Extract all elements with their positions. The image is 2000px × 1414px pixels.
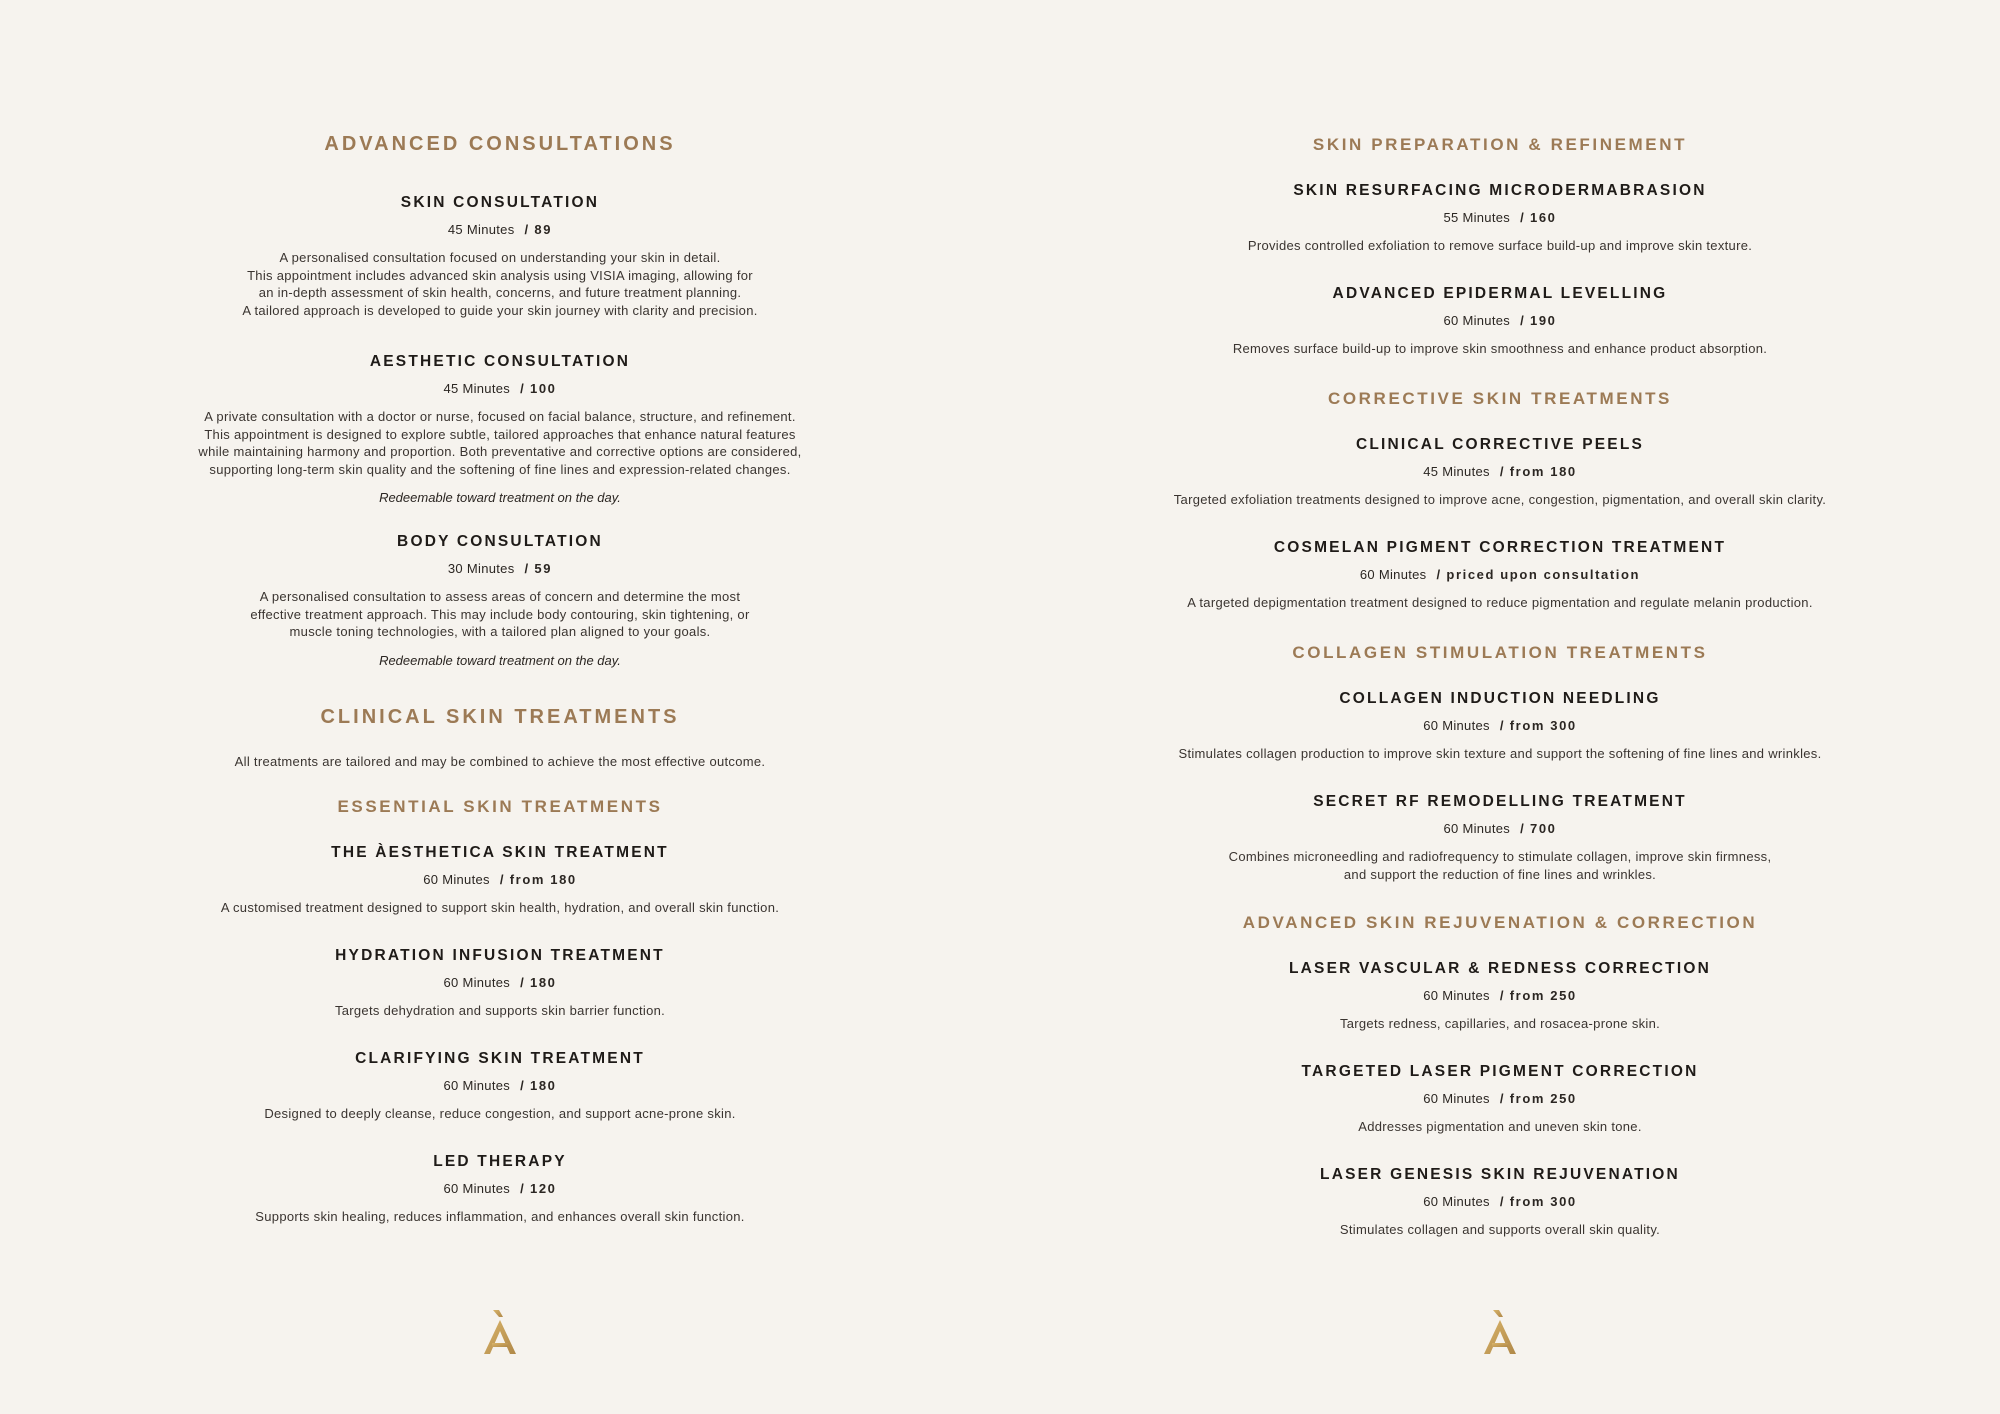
treatment-price: 120 — [530, 1181, 557, 1196]
treatment-meta — [1000, 718, 2000, 733]
treatment-description — [1000, 1015, 2000, 1033]
treatment-title: AESTHETIC CONSULTATION — [369, 353, 631, 370]
treatment-meta — [0, 381, 1000, 396]
treatment-duration: 45 Minutes — [1423, 464, 1490, 479]
treatment-price: 180 — [530, 1078, 557, 1093]
description-line: A private consultation with a doctor or nurse, focused on facial balance, structure, and refinement. — [204, 409, 796, 424]
treatment-title: BODY CONSULTATION — [397, 533, 603, 550]
description-line: Targeted exfoliation treatments designed to improve acne, congestion, pigmentation, and overall skin clarity. — [1173, 492, 1827, 507]
description-line: while maintaining harmony and proportion. Both preventative and corrective options are considered, — [198, 444, 802, 459]
description-line: Targets dehydration and supports skin barrier function. — [334, 1003, 666, 1018]
price-separator: / — [1520, 821, 1524, 836]
treatment-corrective-peels — [1000, 436, 2000, 509]
treatment-meta — [1000, 210, 2000, 225]
treatment-title: COSMELAN PIGMENT CORRECTION TREATMENT — [1273, 539, 1727, 556]
treatment-laser-genesis — [1000, 1166, 2000, 1239]
treatment-title: LASER GENESIS SKIN REJUVENATION — [1320, 1166, 1680, 1183]
brand-logo-mark — [480, 1310, 520, 1356]
description-line: Addresses pigmentation and uneven skin tone. — [1358, 1119, 1642, 1134]
treatment-duration: 55 Minutes — [1443, 210, 1511, 225]
treatment-clarifying-skin — [0, 1050, 1000, 1123]
treatment-meta — [1000, 567, 2000, 582]
treatment-meta — [0, 1078, 1000, 1093]
treatment-aesthetica-skin — [0, 844, 1000, 917]
treatment-microdermabrasion — [1000, 182, 2000, 255]
treatment-duration: 60 Minutes — [1423, 1194, 1490, 1209]
treatment-meta — [1000, 464, 2000, 479]
treatment-hydration-infusion — [0, 947, 1000, 1020]
treatment-title: LASER VASCULAR & REDNESS CORRECTION — [1288, 960, 1712, 977]
brand-logo-left — [0, 1310, 1000, 1361]
treatment-duration: 45 Minutes — [443, 381, 511, 396]
treatment-price: priced upon consultation — [1446, 567, 1641, 582]
treatment-title: COLLAGEN INDUCTION NEEDLING — [1339, 690, 1661, 707]
treatment-price: 59 — [534, 561, 553, 576]
clinical-intro: All treatments are tailored and may be combined to achieve the most effective outcome. — [234, 754, 766, 769]
price-separator: / — [520, 1181, 524, 1196]
price-separator: / — [1520, 210, 1524, 225]
treatment-secret-rf — [1000, 793, 2000, 883]
treatment-title: ADVANCED EPIDERMAL LEVELLING — [1332, 285, 1668, 302]
price-separator: / — [1499, 464, 1504, 479]
description-line: A tailored approach is developed to guide your skin journey with clarity and precision. — [242, 302, 758, 318]
treatment-description — [0, 899, 1000, 917]
description-line: an in-depth assessment of skin health, concerns, and future treatment planning. — [258, 285, 742, 300]
treatment-duration: 60 Minutes — [1423, 1091, 1490, 1106]
treatment-note: Redeemable toward treatment on the day. — [379, 652, 621, 668]
treatment-duration: 60 Minutes — [1423, 988, 1490, 1003]
treatment-price: 89 — [534, 222, 553, 237]
treatment-meta — [0, 561, 1000, 576]
treatment-laser-vascular — [1000, 960, 2000, 1033]
description-line: Removes surface build-up to improve skin smoothness and enhance product absorption. — [1232, 341, 1768, 356]
treatment-duration: 60 Minutes — [1359, 567, 1427, 582]
treatment-meta — [1000, 1194, 2000, 1209]
treatment-price: 700 — [1530, 821, 1557, 836]
treatment-description — [1000, 1118, 2000, 1136]
treatment-duration: 60 Minutes — [1443, 821, 1511, 836]
treatment-meta — [0, 872, 1000, 887]
price-separator: / — [1436, 567, 1441, 582]
section-heading-advanced-rejuvenation: ADVANCED SKIN REJUVENATION & CORRECTION — [1242, 913, 1758, 932]
treatment-price: 190 — [1530, 313, 1557, 328]
price-separator: / — [520, 975, 524, 990]
section-heading-essential-skin-treatments: ESSENTIAL SKIN TREATMENTS — [337, 797, 663, 816]
treatment-meta — [1000, 1091, 2000, 1106]
price-separator: / — [1520, 313, 1524, 328]
treatment-skin-consultation — [0, 194, 1000, 319]
treatment-description — [0, 249, 1000, 319]
treatment-title: TARGETED LASER PIGMENT CORRECTION — [1301, 1063, 1699, 1080]
treatment-description — [1000, 237, 2000, 255]
treatment-duration: 60 Minutes — [443, 1078, 511, 1093]
treatment-duration: 60 Minutes — [1423, 718, 1490, 733]
treatment-description — [0, 1002, 1000, 1020]
treatment-cosmelan — [1000, 539, 2000, 612]
treatment-note: Redeemable toward treatment on the day. — [379, 490, 621, 505]
section-heading-corrective-skin: CORRECTIVE SKIN TREATMENTS — [1327, 389, 1673, 408]
treatment-meta — [1000, 313, 2000, 328]
treatment-title: CLARIFYING SKIN TREATMENT — [355, 1050, 645, 1067]
treatment-title: THE ÀESTHETICA SKIN TREATMENT — [331, 844, 669, 861]
description-line: A personalised consultation focused on understanding your skin in detail. — [279, 250, 721, 265]
description-line: effective treatment approach. This may include body contouring, skin tightening, or — [250, 606, 750, 622]
treatment-collagen-needling — [1000, 690, 2000, 763]
treatment-epidermal-levelling — [1000, 285, 2000, 358]
treatment-description — [1000, 745, 2000, 763]
treatment-title: LED THERAPY — [433, 1153, 567, 1170]
treatment-description — [1000, 594, 2000, 612]
description-line: Provides controlled exfoliation to remove surface build-up and improve skin texture. — [1247, 238, 1753, 253]
treatment-price: from 180 — [509, 872, 577, 887]
treatment-description — [0, 588, 1000, 641]
treatment-title: SKIN RESURFACING MICRODERMABRASION — [1293, 182, 1707, 199]
section-heading-advanced-consultations: ADVANCED CONSULTATIONS — [324, 133, 676, 155]
treatment-price: from 300 — [1509, 1194, 1577, 1209]
price-separator: / — [1499, 1194, 1504, 1209]
treatment-duration: 60 Minutes — [443, 975, 511, 990]
price-separator: / — [524, 222, 529, 237]
treatment-aesthetic-consultation — [0, 353, 1000, 505]
description-line: A personalised consultation to assess areas of concern and determine the most — [259, 589, 741, 604]
treatment-meta — [0, 975, 1000, 990]
description-line: muscle toning technologies, with a tailored plan aligned to your goals. — [289, 624, 711, 639]
treatment-duration: 60 Minutes — [1443, 313, 1511, 328]
treatment-led-therapy — [0, 1153, 1000, 1226]
treatment-price: from 250 — [1509, 1091, 1577, 1106]
brand-logo-right — [1000, 1310, 2000, 1361]
treatment-price: from 180 — [1509, 464, 1577, 479]
description-line: Targets redness, capillaries, and rosacea-prone skin. — [1339, 1016, 1661, 1031]
treatment-title: SECRET RF REMODELLING TREATMENT — [1313, 793, 1687, 810]
treatment-description — [1000, 848, 2000, 883]
treatment-meta — [1000, 988, 2000, 1003]
description-line: Stimulates collagen and supports overall skin quality. — [1339, 1222, 1661, 1237]
treatment-title: SKIN CONSULTATION — [400, 194, 600, 211]
price-separator: / — [499, 872, 504, 887]
price-separator: / — [520, 381, 524, 396]
treatment-price: 100 — [530, 381, 557, 396]
treatment-description — [1000, 491, 2000, 509]
brand-logo-mark — [1480, 1310, 1520, 1356]
price-separator: / — [1499, 1091, 1504, 1106]
right-page — [1000, 0, 2000, 1414]
description-line: A targeted depigmentation treatment designed to reduce pigmentation and regulate melanin production. — [1187, 595, 1813, 610]
description-line: Supports skin healing, reduces inflammation, and enhances overall skin function. — [255, 1209, 745, 1224]
treatment-price: from 250 — [1509, 988, 1577, 1003]
treatment-duration: 60 Minutes — [443, 1181, 511, 1196]
price-separator: / — [520, 1078, 524, 1093]
treatment-description — [1000, 1221, 2000, 1239]
description-line: supporting long-term skin quality and the softening of fine lines and expression-related changes. — [209, 461, 791, 477]
section-heading-collagen-stimulation: COLLAGEN STIMULATION TREATMENTS — [1292, 643, 1708, 662]
treatment-duration: 30 Minutes — [447, 561, 515, 576]
description-line: This appointment includes advanced skin analysis using VISIA imaging, allowing for — [247, 267, 753, 283]
price-separator: / — [1499, 988, 1504, 1003]
treatment-title: HYDRATION INFUSION TREATMENT — [335, 947, 665, 964]
treatment-description — [0, 408, 1000, 478]
price-separator: / — [1499, 718, 1504, 733]
treatment-description — [0, 1208, 1000, 1226]
description-line: This appointment is designed to explore subtle, tailored approaches that enhance natural features — [204, 426, 796, 442]
treatment-meta — [0, 1181, 1000, 1196]
treatment-body-consultation — [0, 533, 1000, 668]
description-line: A customised treatment designed to support skin health, hydration, and overall skin function. — [220, 900, 780, 915]
treatment-meta — [1000, 821, 2000, 836]
treatment-description — [0, 1105, 1000, 1123]
section-heading-skin-preparation: SKIN PREPARATION & REFINEMENT — [1312, 135, 1688, 154]
treatment-description — [1000, 340, 2000, 358]
treatment-duration: 45 Minutes — [447, 222, 515, 237]
description-line: Stimulates collagen production to improve skin texture and support the softening of fine lines and wrinkles. — [1178, 746, 1822, 761]
treatment-duration: 60 Minutes — [423, 872, 490, 887]
description-line: Combines microneedling and radiofrequency to stimulate collagen, improve skin firmness, — [1228, 849, 1772, 864]
treatment-title: CLINICAL CORRECTIVE PEELS — [1355, 436, 1645, 453]
treatment-laser-pigment — [1000, 1063, 2000, 1136]
description-line: Designed to deeply cleanse, reduce congestion, and support acne-prone skin. — [264, 1106, 736, 1121]
description-line: and support the reduction of fine lines and wrinkles. — [1343, 866, 1657, 882]
section-heading-clinical-skin-treatments: CLINICAL SKIN TREATMENTS — [320, 706, 680, 728]
price-separator: / — [524, 561, 529, 576]
treatment-price: 180 — [530, 975, 557, 990]
treatment-meta — [0, 222, 1000, 237]
treatment-price: 160 — [1530, 210, 1557, 225]
treatment-price: from 300 — [1509, 718, 1577, 733]
